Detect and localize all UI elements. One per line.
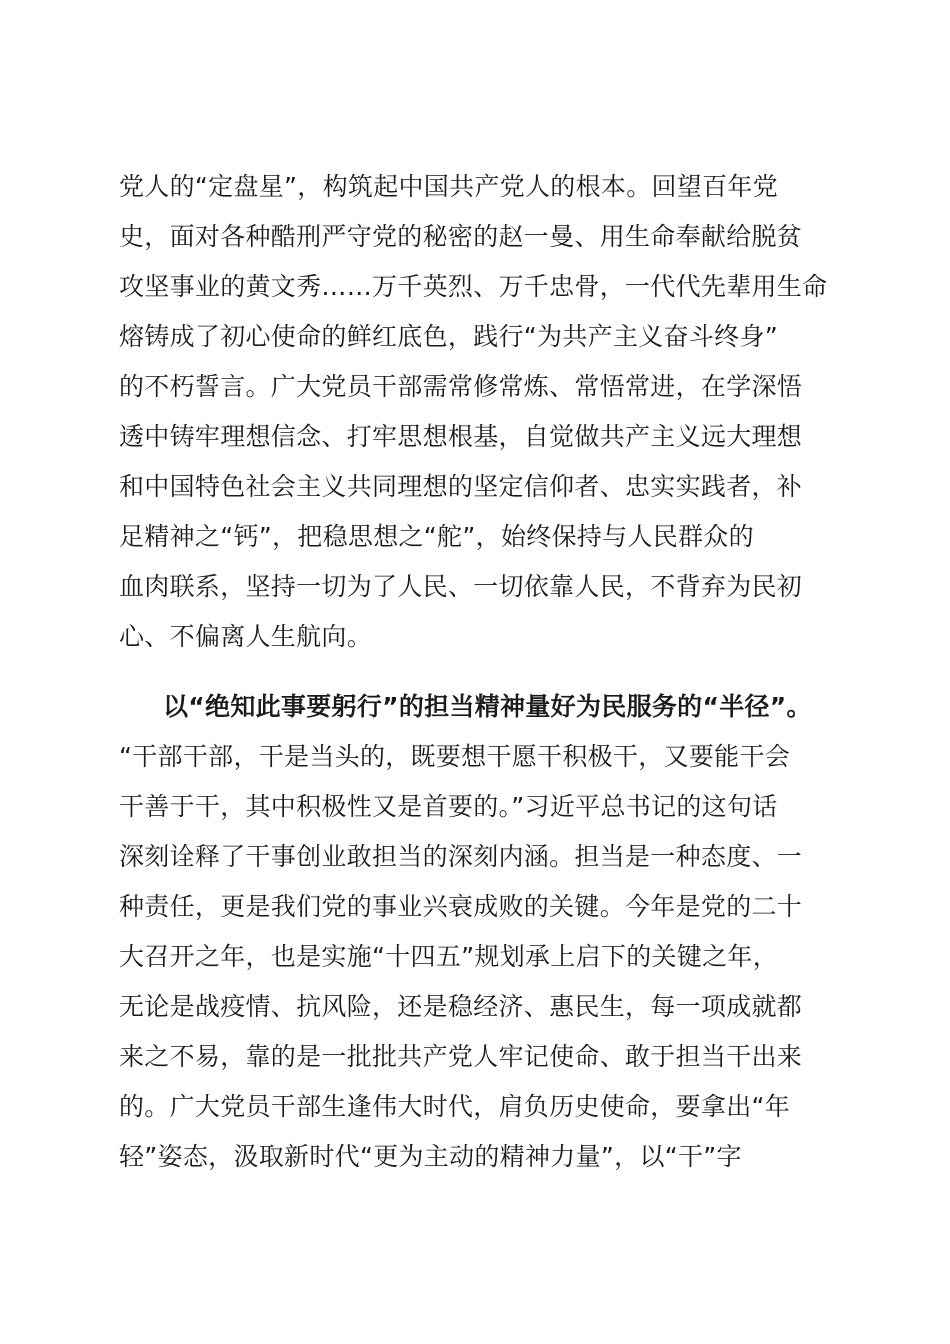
paragraph-1-line-9: 血肉联系，坚持一切为了人民、一切依靠人民，不背弃为民初: [119, 572, 803, 601]
paragraph-2-heading: 以“绝知此事要躬行”的担当精神量好为民服务的“半径”。: [163, 692, 812, 721]
paragraph-1-line-3: 攻坚事业的黄文秀……万千英烈、万千忠骨，一代代先辈用生命: [119, 272, 828, 301]
paragraph-1-line-5: 的不朽誓言。广大党员干部需常修常炼、常悟常进，在学深悟: [119, 372, 803, 401]
paragraph-1-line-8: 足精神之“钙”，把稳思想之“舵”，始终保持与人民群众的: [119, 522, 754, 551]
paragraph-1-line-2: 史，面对各种酷刑严守党的秘密的赵一曼、用生命奉献给脱贫: [119, 222, 803, 251]
paragraph-2-line-3: 深刻诠释了干事创业敢担当的深刻内涵。担当是一种态度、一: [119, 842, 803, 871]
paragraph-1-line-10: 心、不偏离人生航向。: [119, 622, 373, 651]
paragraph-2-line-1: “干部干部，干是当头的，既要想干愿干积极干，又要能干会: [119, 742, 791, 771]
paragraph-2-line-7: 来之不易，靠的是一批批共产党人牢记使命、敢于担当干出来: [119, 1042, 803, 1071]
paragraph-2-line-4: 种责任，更是我们党的事业兴衰成败的关键。今年是党的二十: [119, 892, 803, 921]
paragraph-1-line-7: 和中国特色社会主义共同理想的坚定信仰者、忠实实践者，补: [119, 472, 803, 501]
paragraph-2-line-5: 大召开之年，也是实施“十四五”规划承上启下的关键之年，: [119, 942, 779, 971]
paragraph-1-line-6: 透中铸牢理想信念、打牢思想根基，自觉做共产主义远大理想: [119, 422, 803, 451]
paragraph-1-line-1: 党人的“定盘星”，构筑起中国共产党人的根本。回望百年党: [119, 172, 779, 201]
paragraph-1-line-4: 熔铸成了初心使命的鲜红底色，践行“为共产主义奋斗终身”: [119, 322, 779, 351]
paragraph-2-line-8: 的。广大党员干部生逢伟大时代，肩负历史使命，要拿出“年: [119, 1092, 791, 1121]
paragraph-2-line-6: 无论是战疫情、抗风险，还是稳经济、惠民生，每一项成就都: [119, 992, 803, 1021]
paragraph-2-line-9: 轻”姿态，汲取新时代“更为主动的精神力量”，以“干”字: [119, 1142, 742, 1171]
paragraph-2-line-2: 干善于干，其中积极性又是首要的。”习近平总书记的这句话: [119, 792, 778, 821]
